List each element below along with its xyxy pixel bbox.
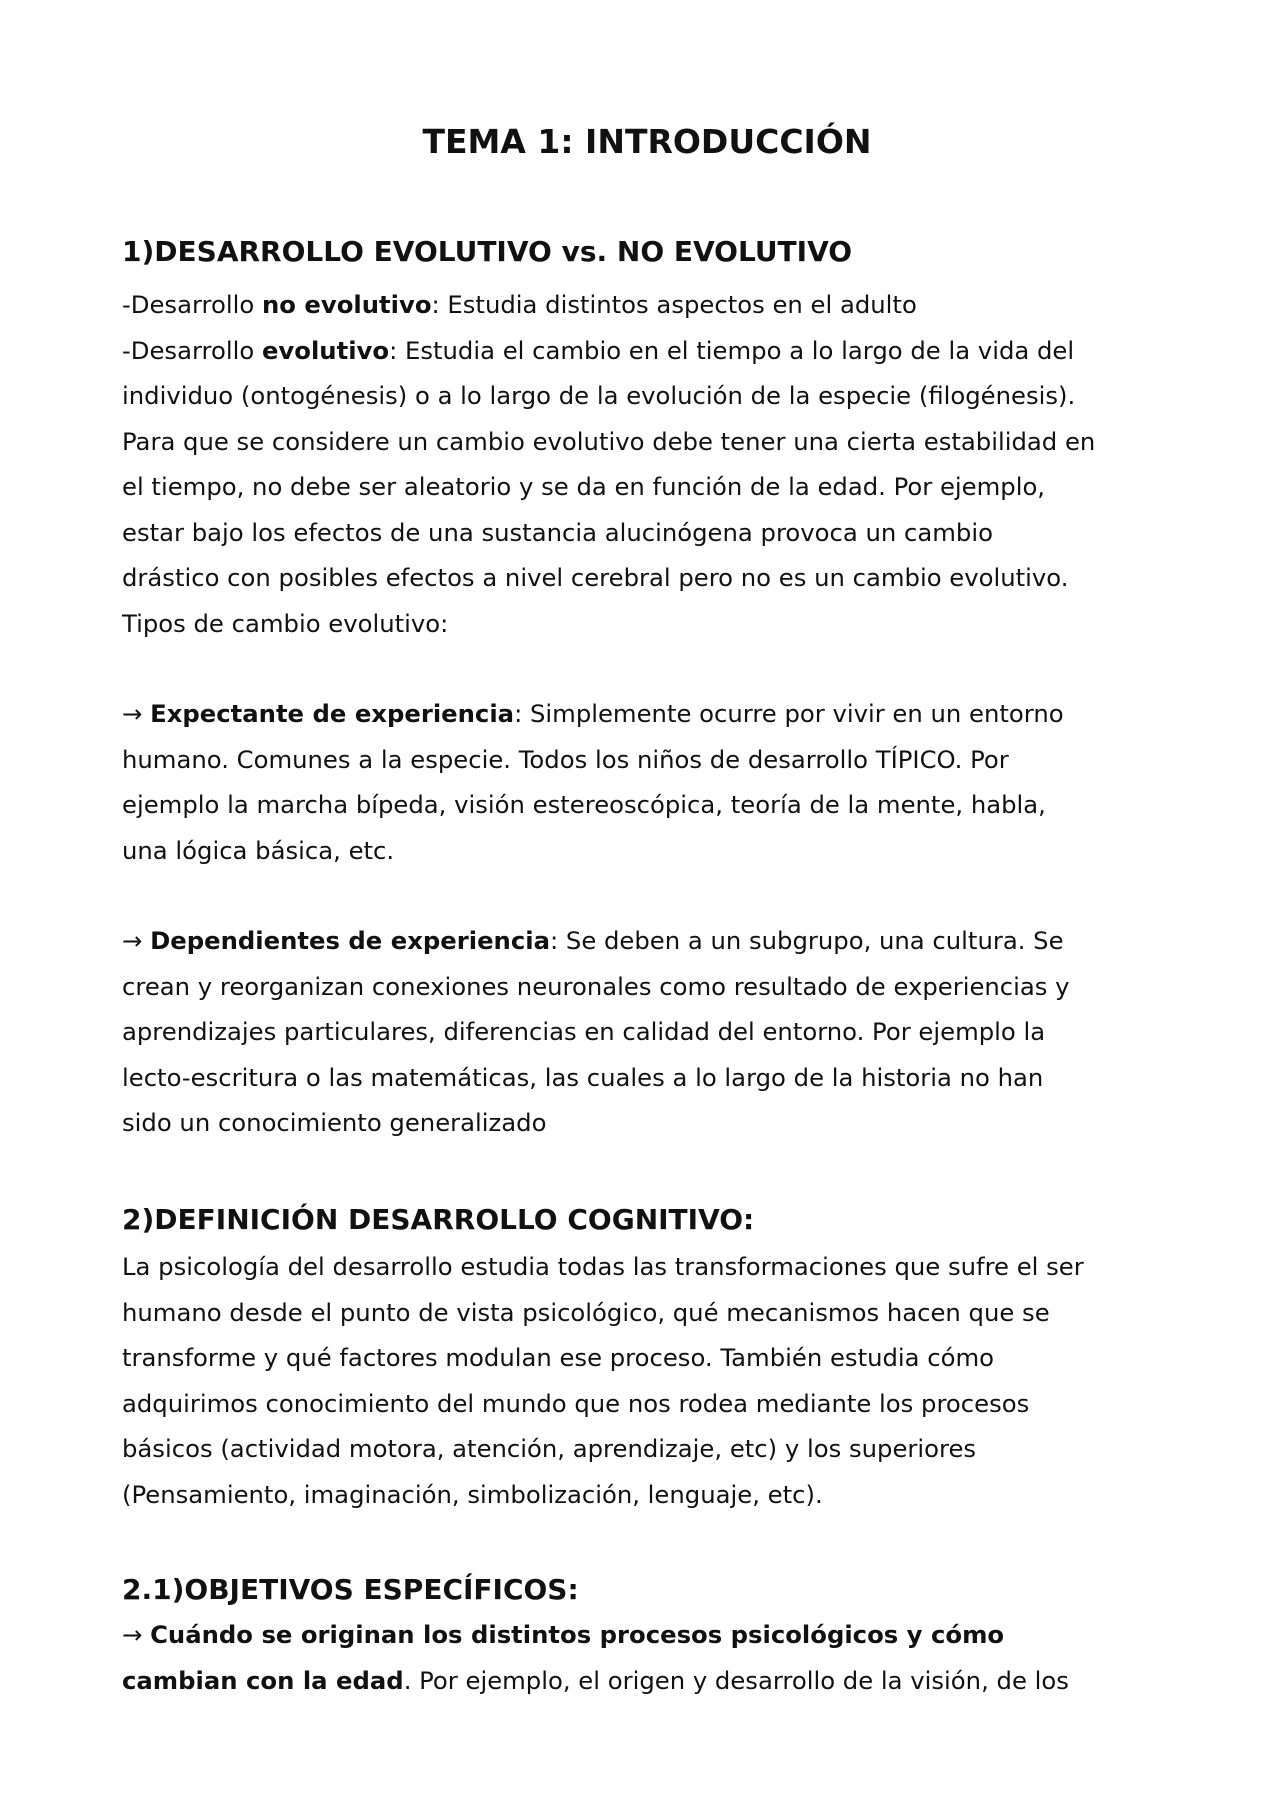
text-line	[122, 1612, 1069, 1658]
text-line: humano. Comunes a la especie. Todos los niños de desarrollo TÍPICO. Por	[122, 744, 1009, 774]
line-text-pre: -Desarrollo	[122, 335, 262, 365]
line-text-post: : Se deben a un subgrupo, una cultura. Se	[549, 926, 1064, 955]
text-line: transforme y qué factores modulan ese proceso. También estudia cómo	[122, 1343, 995, 1372]
section-1-intro-paragraph	[122, 282, 1095, 646]
text-line: Tipos de cambio evolutivo:	[122, 608, 449, 638]
text-line: aprendizajes particulares, diferencias en calidad del entorno. Por ejemplo la	[122, 1017, 1046, 1046]
line-text-post: : Estudia distintos aspectos en el adulto	[431, 290, 917, 319]
expectante-paragraph	[122, 691, 1064, 873]
text-line: crean y reorganizan conexiones neuronales como resultado de experiencias y	[122, 971, 1070, 1001]
text-line: (Pensamiento, imaginación, simbolización, lenguaje, etc).	[122, 1479, 823, 1509]
bold-term: Expectante de experiencia	[150, 699, 515, 728]
line-text-pre: -Desarrollo	[122, 290, 262, 319]
section-2-1-paragraph	[122, 1612, 1069, 1703]
text-line: el tiempo, no debe ser aleatorio y se da en función de la edad. Por ejemplo,	[122, 472, 1046, 501]
text-line: Para que se considere un cambio evolutivo debe tener una cierta estabilidad en	[122, 426, 1096, 456]
text-line	[122, 282, 1095, 328]
text-line: humano desde el punto de vista psicológico, qué mecanismos hacen que se	[122, 1297, 1050, 1327]
text-line: La psicología del desarrollo estudia todas las transformaciones que sufre el ser	[122, 1252, 1084, 1281]
line-text-post: : Estudia el cambio en el tiempo a lo largo de la vida del	[389, 335, 1075, 365]
bold-term: no evolutivo	[261, 290, 432, 319]
line-text-post: . Por ejemplo, el origen y desarrollo de la visión, de los	[403, 1665, 1069, 1695]
text-line	[122, 1658, 1069, 1704]
text-line: individuo (ontogénesis) o a lo largo de la evolución de la especie (filogénesis).	[122, 381, 1076, 410]
text-line: lecto-escritura o las matemáticas, las cuales a lo largo de la historia no han	[122, 1062, 1044, 1092]
section-1-heading: 1)DESARROLLO EVOLUTIVO vs. NO EVOLUTIVO	[122, 235, 853, 268]
bold-term: Dependientes de experiencia	[150, 926, 550, 955]
line-text-pre: →	[122, 1620, 151, 1649]
line-text-pre: →	[122, 699, 151, 728]
text-line: ejemplo la marcha bípeda, visión estereoscópica, teoría de la mente, habla,	[122, 790, 1046, 819]
text-line: adquirimos conocimiento del mundo que nos rodea mediante los procesos	[122, 1388, 1030, 1418]
document-title: TEMA 1: INTRODUCCIÓN	[422, 122, 872, 161]
section-2-1-heading: 2.1)OBJETIVOS ESPECÍFICOS:	[122, 1573, 579, 1606]
bold-term: cambian con la edad	[122, 1665, 404, 1695]
dependientes-paragraph	[122, 918, 1070, 1146]
text-line: estar bajo los efectos de una sustancia alucinógena provoca un cambio	[122, 517, 993, 547]
section-2-paragraph	[122, 1244, 1084, 1517]
section-2-heading: 2)DEFINICIÓN DESARROLLO COGNITIVO:	[122, 1203, 755, 1236]
text-line: una lógica básica, etc.	[122, 835, 395, 865]
text-line	[122, 918, 1070, 964]
text-line	[122, 328, 1095, 374]
bold-term: evolutivo	[261, 335, 390, 365]
line-text-post: : Simplemente ocurre por vivir en un entorno	[514, 699, 1064, 728]
text-line	[122, 691, 1064, 737]
line-text-pre: →	[122, 926, 151, 955]
bold-term: Cuándo se originan los distintos procesos psicológicos y cómo	[150, 1620, 1005, 1649]
text-line: básicos (actividad motora, atención, aprendizaje, etc) y los superiores	[122, 1434, 977, 1463]
text-line: sido un conocimiento generalizado	[122, 1108, 547, 1137]
text-line: drástico con posibles efectos a nivel cerebral pero no es un cambio evolutivo.	[122, 563, 1069, 592]
